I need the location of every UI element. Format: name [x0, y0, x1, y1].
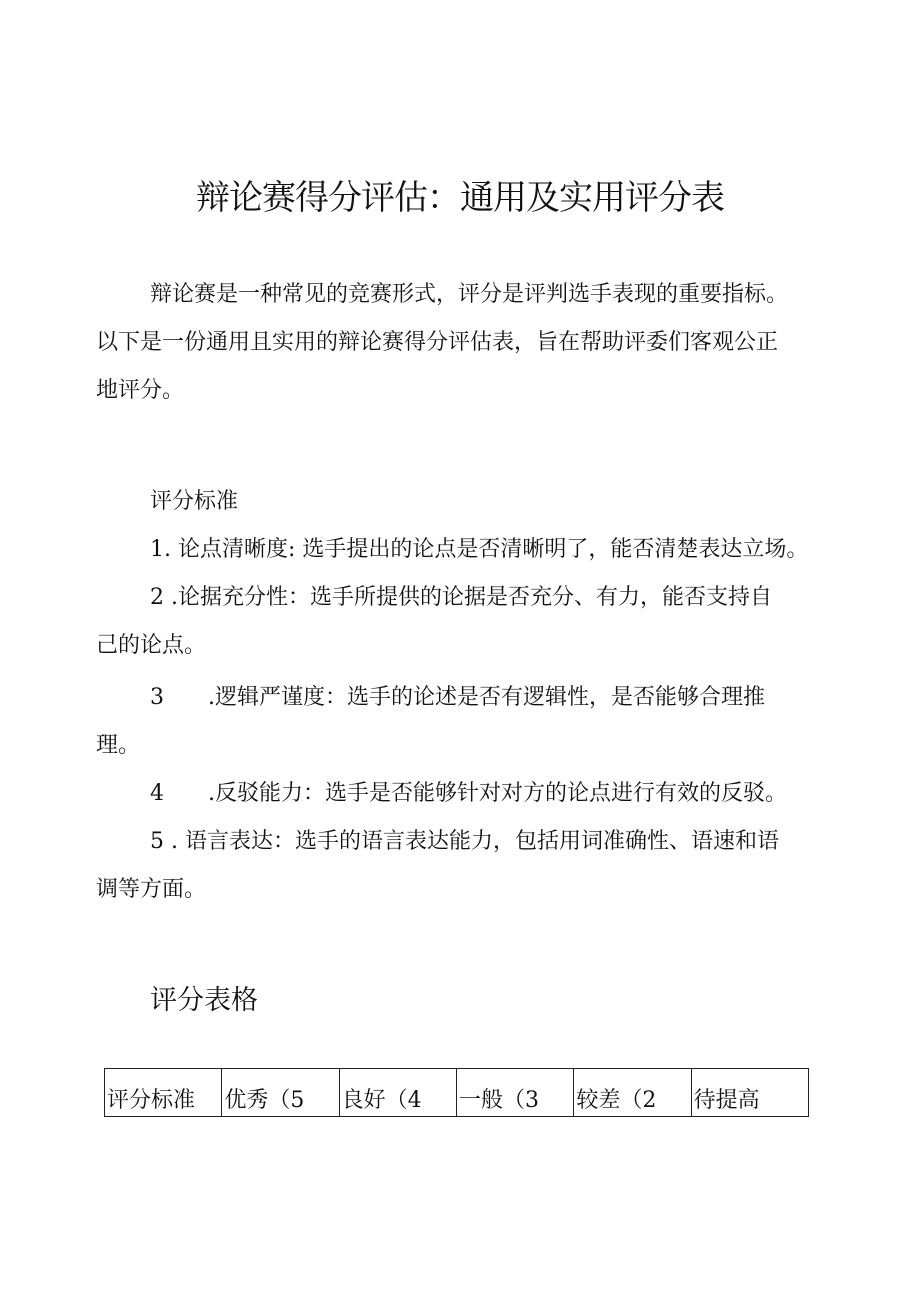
intro-line-1: 辩论赛是一种常见的竞赛形式，评分是评判选手表现的重要指标。 [150, 282, 789, 307]
table-heading: 评分表格 [150, 985, 258, 1016]
intro-line-3: 地评分。 [96, 378, 185, 403]
table-header-cell: 较差（2 [574, 1069, 691, 1117]
table-header-cell: 优秀（5 [222, 1069, 339, 1117]
score-table [104, 1068, 809, 1117]
criteria-item-5-line-1: 5 . 语言表达：选手的语言表达能力，包括用词准确性、语速和语 [150, 829, 779, 854]
document-title: 辩论赛得分评估：通用及实用评分表 [196, 178, 724, 218]
table-header-cell: 待提高 [691, 1069, 808, 1117]
criteria-heading: 评分标准 [150, 489, 239, 514]
criteria-item-1: 1. 论点清晰度: 选手提出的论点是否清晰明了，能否清楚表达立场。 [150, 537, 809, 562]
criteria-item-4-text: .反驳能力：选手是否能够针对对方的论点进行有效的反驳。 [208, 781, 787, 806]
criteria-item-2-line-1: 2 .论据充分性：选手所提供的论据是否充分、有力，能否支持自 [150, 585, 772, 610]
table-header-row [105, 1069, 809, 1117]
criteria-item-3-text: .逻辑严谨度：选手的论述是否有逻辑性，是否能够合理推 [208, 685, 765, 710]
criteria-item-3-line-2: 理。 [96, 733, 141, 758]
criteria-item-5-line-2: 调等方面。 [96, 877, 207, 902]
table-header-cell: 一般（3 [456, 1069, 573, 1117]
intro-line-2: 以下是一份通用且实用的辩论赛得分评估表，旨在帮助评委们客观公正 [96, 330, 779, 355]
table-header-cell: 良好（4 [339, 1069, 456, 1117]
criteria-item-3-number: 3 [150, 685, 164, 710]
criteria-item-4 [150, 779, 787, 809]
table-header-cell: 评分标准 [105, 1069, 222, 1117]
criteria-item-2-line-2: 己的论点。 [96, 633, 207, 658]
criteria-item-3-line-1 [150, 683, 765, 713]
criteria-item-4-number: 4 [150, 781, 164, 806]
